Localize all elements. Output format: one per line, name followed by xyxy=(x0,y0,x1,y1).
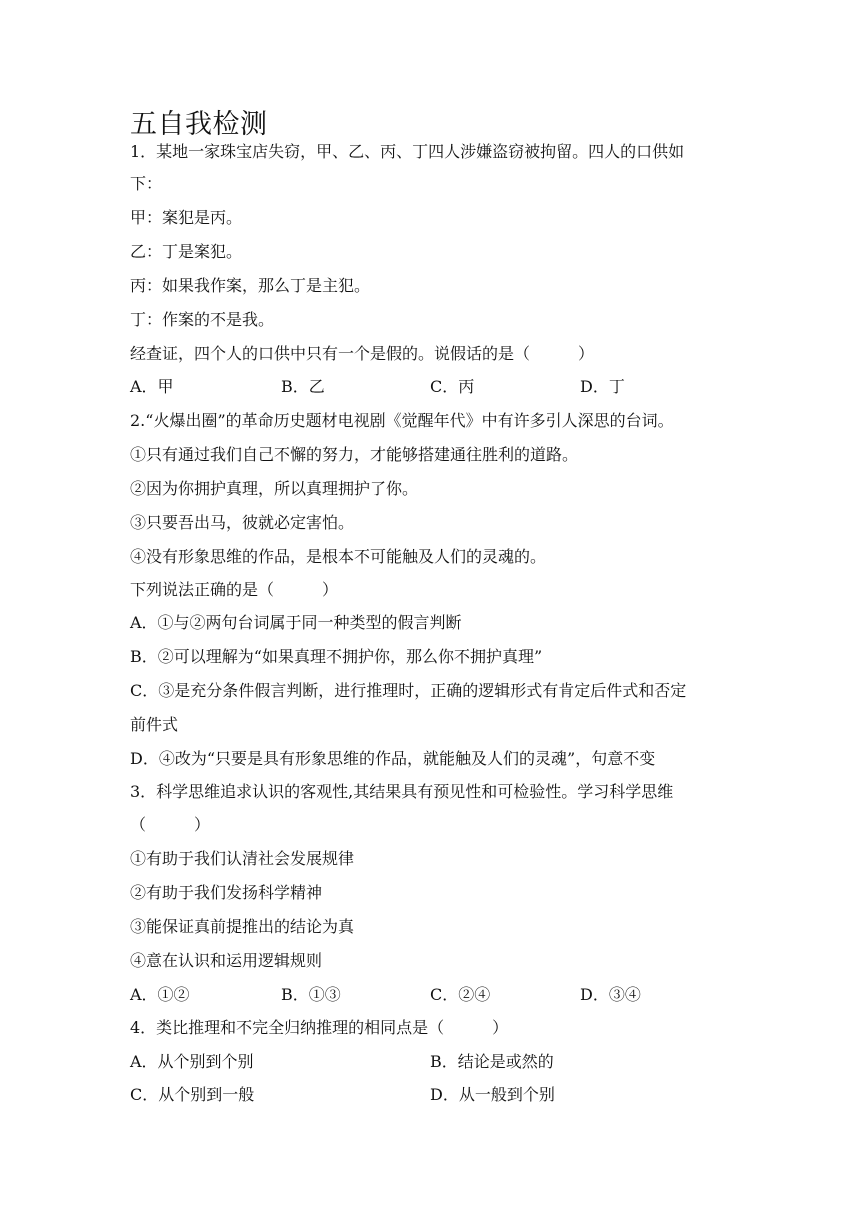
q1-statement-ding: 丁：作案的不是我。 xyxy=(130,310,275,329)
q2-statement-4: ④没有形象思维的作品，是根本不可能触及人们的灵魂的。 xyxy=(130,547,547,566)
q1-option-a: A．甲 xyxy=(130,377,174,396)
q3-option-d: D．③④ xyxy=(580,985,641,1004)
q3-option-b: B．①③ xyxy=(281,985,341,1004)
q3-statement-4: ④意在认识和运用逻辑规则 xyxy=(130,951,323,970)
q1-stem-line1: 1．某地一家珠宝店失窃，甲、乙、丙、丁四人涉嫌盗窃被拘留。四人的口供如 xyxy=(130,142,685,161)
q3-stem-line2: （ ） xyxy=(130,815,211,834)
q1-option-d: D．丁 xyxy=(580,377,625,396)
q3-statement-3: ③能保证真前提推出的结论为真 xyxy=(130,917,355,936)
q4-option-a: A．从个别到个别 xyxy=(130,1052,254,1071)
q3-statement-1: ①有助于我们认清社会发展规律 xyxy=(130,849,355,868)
q4-option-b: B．结论是或然的 xyxy=(430,1052,554,1071)
q2-question: 下列说法正确的是（ ） xyxy=(130,580,339,599)
q1-stem-line2: 下： xyxy=(130,174,163,193)
section-title: 五自我检测 xyxy=(130,109,268,140)
q1-question: 经查证，四个人的口供中只有一个是假的。说假话的是（ ） xyxy=(130,344,595,363)
q2-option-c-line2: 前件式 xyxy=(130,715,179,734)
q3-option-c: C．②④ xyxy=(430,985,491,1004)
q3-option-a: A．①② xyxy=(130,985,190,1004)
q2-statement-3: ③只要吾出马，彼就必定害怕。 xyxy=(130,513,355,532)
q2-option-a: A．①与②两句台词属于同一种类型的假言判断 xyxy=(130,613,462,632)
q4-option-d: D．从一般到个别 xyxy=(430,1085,555,1104)
q2-option-c-line1: C．③是充分条件假言判断，进行推理时，正确的逻辑形式有肯定后件式和否定 xyxy=(130,681,687,700)
q1-option-c: C．丙 xyxy=(430,377,475,396)
q2-statement-2: ②因为你拥护真理，所以真理拥护了你。 xyxy=(130,479,419,498)
q2-statement-1: ①只有通过我们自己不懈的努力，才能够搭建通往胜利的道路。 xyxy=(130,445,579,464)
q3-stem-line1: 3．科学思维追求认识的客观性,其结果具有预见性和可检验性。学习科学思维 xyxy=(130,782,674,801)
q1-statement-bing: 丙：如果我作案，那么丁是主犯。 xyxy=(130,276,371,295)
q1-statement-jia: 甲：案犯是丙。 xyxy=(130,208,243,227)
q4-stem: 4．类比推理和不完全归纳推理的相同点是（ ） xyxy=(130,1018,509,1037)
q2-option-d: D．④改为“只要是具有形象思维的作品，就能触及人们的灵魂”，句意不变 xyxy=(130,749,656,768)
q3-statement-2: ②有助于我们发扬科学精神 xyxy=(130,883,323,902)
q1-option-b: B．乙 xyxy=(281,377,325,396)
q4-option-c: C．从个别到一般 xyxy=(130,1085,255,1104)
q1-statement-yi: 乙：丁是案犯。 xyxy=(130,242,243,261)
q2-stem: 2.“火爆出圈”的革命历史题材电视剧《觉醒年代》中有许多引人深思的台词。 xyxy=(130,411,674,430)
q2-option-b: B．②可以理解为“如果真理不拥护你，那么你不拥护真理” xyxy=(130,647,543,666)
